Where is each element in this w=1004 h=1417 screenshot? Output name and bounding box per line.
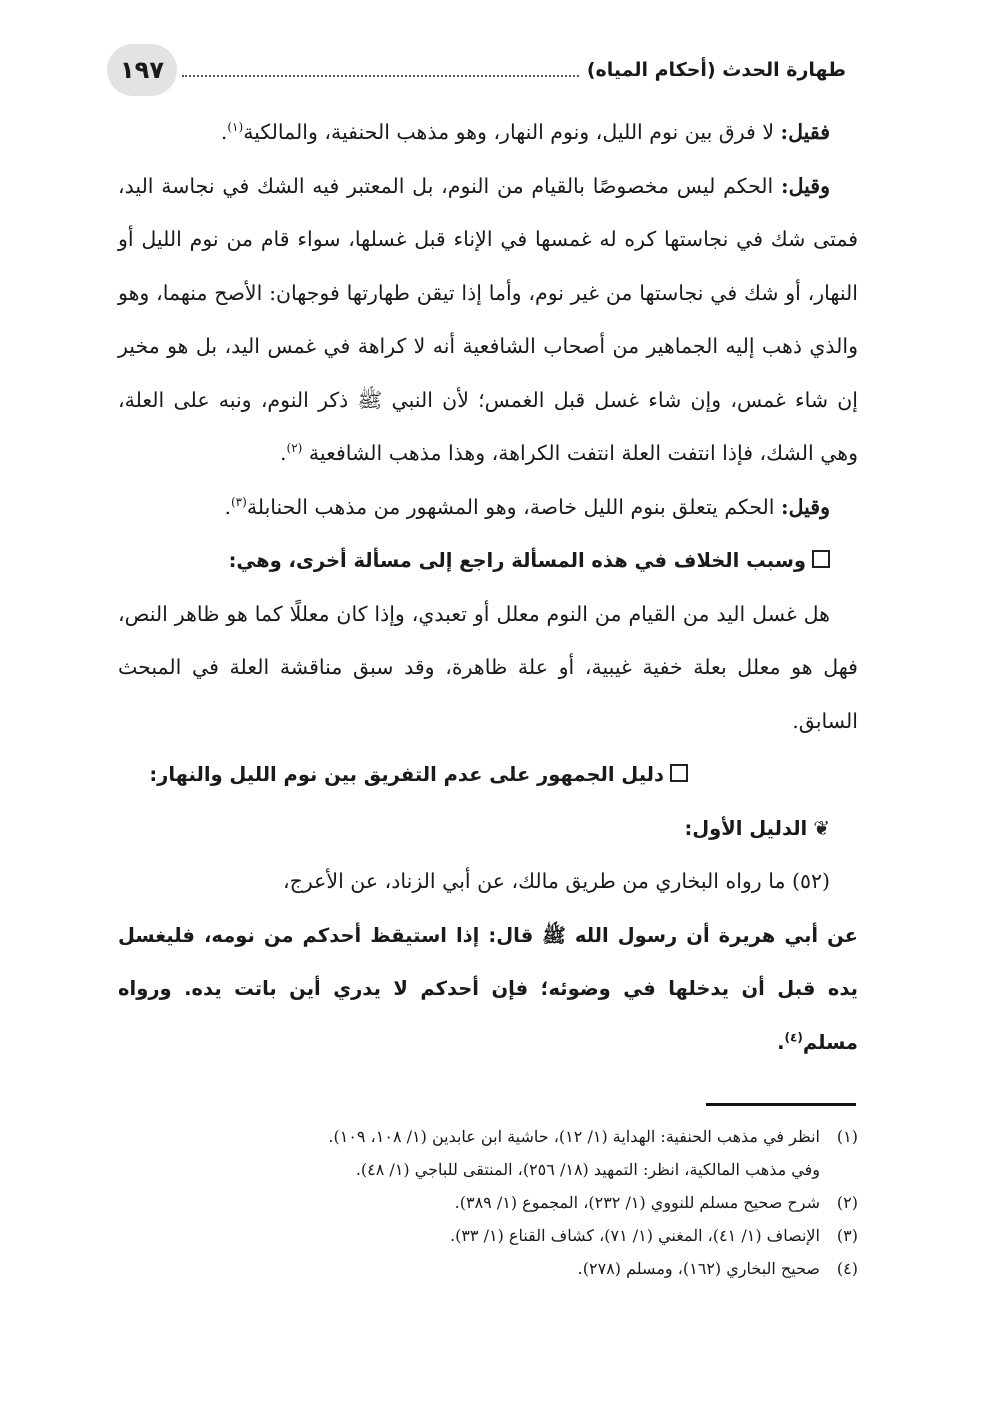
section-heading (118, 748, 858, 802)
paragraph-3 (118, 481, 858, 535)
paragraph-5: (٥٢) ما رواه البخاري من طريق مالك، عن أبي الزناد، عن الأعرج، (283, 869, 830, 893)
footnote-continuation: وفي مذهب المالكية، انظر: التمهيد (١٨/ ٢٥٦)، المنتقى للباجي (١/ ٤٨). (355, 1160, 820, 1179)
section-heading (118, 534, 858, 588)
footnote-text: شرح صحيح مسلم للنووي (١/ ٢٣٢)، المجموع (١/ ٣٨٩). (454, 1193, 820, 1212)
body-text (118, 106, 858, 1069)
footnote (200, 1252, 858, 1285)
paragraph-2 (118, 160, 858, 481)
checkbox-icon (670, 764, 688, 782)
footnote-separator (706, 1103, 856, 1106)
running-header (182, 52, 846, 88)
footnote-text: صحيح البخاري (١٦٢)، ومسلم (٢٧٨). (577, 1259, 820, 1278)
footnote-text: الإنصاف (١/ ٤١)، المغني (١/ ٧١)، كشاف القناع (١/ ٣٣). (449, 1226, 820, 1245)
heading-text: دليل الجمهور على عدم التفريق بين نوم الليل والنهار: (149, 763, 664, 786)
checkbox-icon (812, 550, 830, 568)
paragraph-end: . (220, 120, 228, 144)
footnote (200, 1219, 858, 1252)
header-dotted-rule (182, 75, 579, 77)
evidence-heading (118, 802, 858, 856)
footnote (200, 1186, 858, 1219)
paragraph-1 (118, 106, 858, 160)
footnote-number: (١) (836, 1127, 858, 1146)
footnote-number: (٤) (836, 1259, 858, 1278)
heading-text: الدليل الأول: (684, 816, 808, 840)
footnote (200, 1120, 858, 1153)
hadith-text (118, 909, 858, 1070)
paragraph-text: الحكم يتعلق بنوم الليل خاصة، وهو المشهور من مذهب الحنابلة (246, 494, 782, 519)
paragraph-lead: فقيل: (780, 120, 830, 144)
footnote-ref: (٣) (230, 494, 247, 509)
footnote-text: انظر في مذهب الحنفية: الهداية (١/ ١٢)، حاشية ابن عابدين (١/ ١٠٨، ١٠٩). (328, 1127, 820, 1146)
paragraph-end: . (777, 1030, 785, 1054)
page-number: ١٩٧ (107, 44, 177, 96)
paragraph-end: . (224, 494, 231, 519)
footnote-ref: (٢) (286, 441, 303, 456)
footnote-number: (٣) (836, 1226, 858, 1245)
leaf-icon: ❦ (813, 815, 830, 840)
paragraph-end: . (280, 441, 287, 465)
paragraph-text: لا فرق بين نوم الليل، ونوم النهار، وهو مذهب الحنفية، والمالكية (243, 120, 781, 144)
heading-text: وسبب الخلاف في هذه المسألة راجع إلى مسألة أخرى، وهي: (228, 549, 806, 572)
paragraph-lead: وقيل: (781, 173, 830, 198)
running-title: طهارة الحدث (أحكام المياه) (586, 59, 846, 81)
paragraph-lead: وقيل: (781, 494, 830, 519)
footnote-number: (٢) (836, 1193, 858, 1212)
paragraph-4: هل غسل اليد من القيام من النوم معلل أو تعبدي، وإذا كان معللًا كما هو ظاهر النص، فهل هو معلل بعلة خفية غيبية، أو علة ظاهرة، وقد سبق مناقشة العلة في المبحث السابق. (118, 601, 858, 733)
paragraph-text: الحكم ليس مخصوصًا بالقيام من النوم، بل المعتبر فيه الشك في نجاسة اليد، فمتى شك في نجاستها كره له غمسها في الإناء قبل غسلها، سواء قام من نوم الليل أو النهار، أو شك في نجاستها من غير نوم، وأما إذا تيقن طهارتها فوجهان: الأصح منهما، وهو والذي ذهب إليه الجماهير من أصحاب الشافعية أنه لا كراهة في غمس اليد، بل هو مخير إن شاء غمس، وإن شاء غسل قبل الغمس؛ لأن النبي ﷺ ذكر النوم، ونبه على العلة، وهي الشك، فإذا انتفت العلة انتفت الكراهة، وهذا مذهب الشافعية (118, 173, 858, 465)
paragraph-text: عن أبي هريرة أن رسول الله ﷺ قال: إذا استيقظ أحدكم من نومه، فليغسل يده قبل أن يدخلها في وضوئه؛ فإن أحدكم لا يدري أين باتت يده. ورواه مسلم (118, 923, 858, 1054)
footnote-ref: (١) (227, 120, 244, 135)
footnote-ref: (٤) (784, 1030, 803, 1044)
footnotes (200, 1120, 858, 1285)
